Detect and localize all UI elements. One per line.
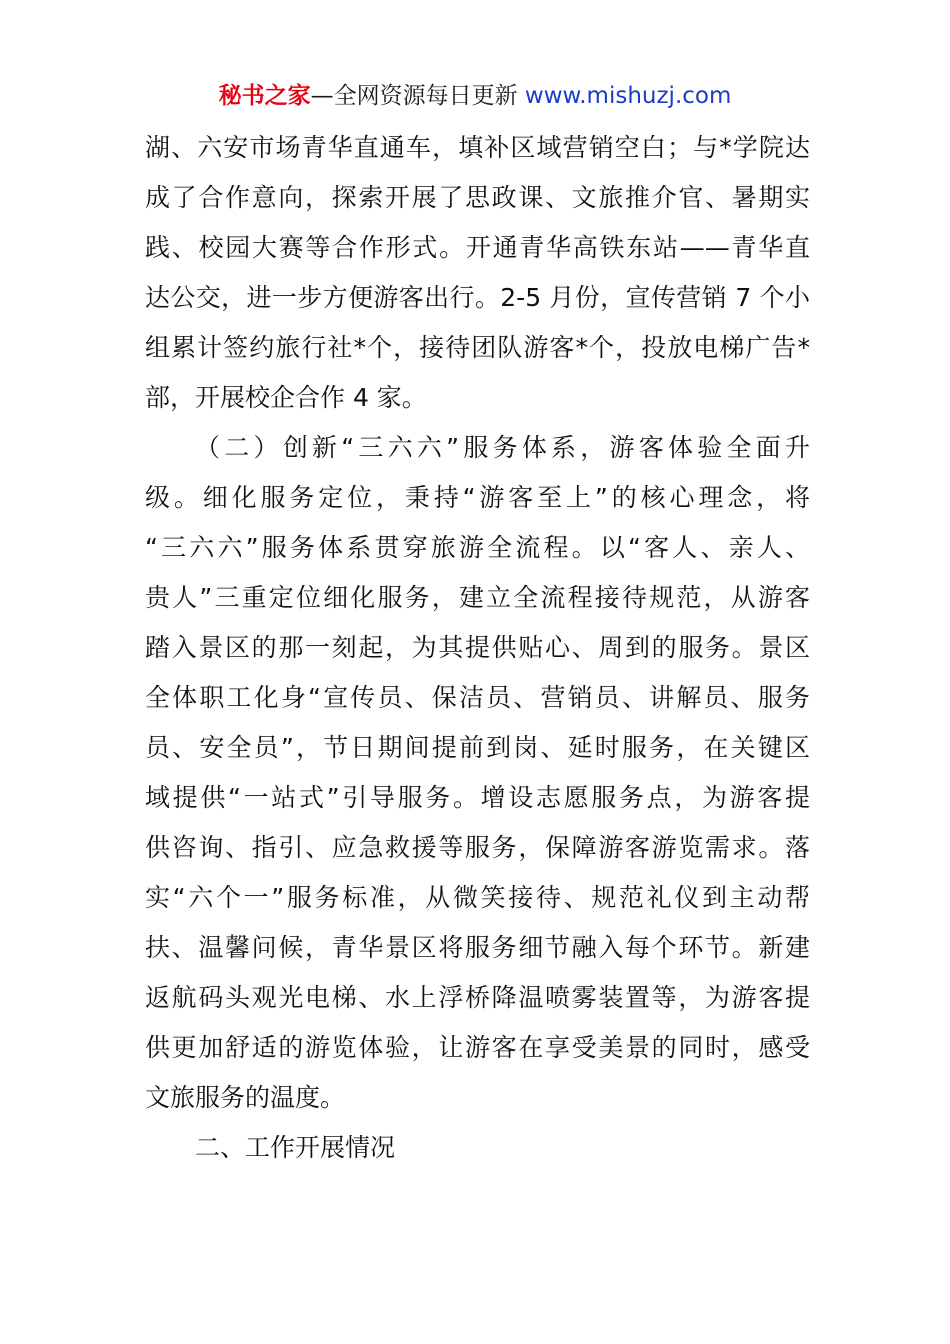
paragraph-line: 组累计签约旅行社*个，接待团队游客*个，投放电梯广告* xyxy=(145,333,810,362)
paragraph-line: 全体职工化身“宣传员、保洁员、营销员、讲解员、服务 xyxy=(145,683,810,712)
paragraph-line: 供更加舒适的游览体验，让游客在享受美景的同时，感受 xyxy=(145,1033,810,1062)
paragraph-line: 成了合作意向，探索开展了思政课、文旅推介官、暑期实 xyxy=(145,183,810,212)
site-url-link[interactable]: www.mishuzj.com xyxy=(524,83,732,109)
paragraph-line: 部，开展校企合作 4 家。 xyxy=(145,383,427,412)
paragraph-line: 供咨询、指引、应急救援等服务，保障游客游览需求。落 xyxy=(145,833,810,862)
brand-name: 秘书之家 xyxy=(218,83,311,109)
section-heading-line: （二）创新“三六六”服务体系，游客体验全面升 xyxy=(195,433,810,462)
paragraph-line: 达公交，进一步方便游客出行。2-5 月份，宣传营销 7 个小 xyxy=(145,283,810,312)
paragraph-line: 文旅服务的温度。 xyxy=(145,1083,346,1112)
paragraph-line: 实“六个一”服务标准，从微笑接待、规范礼仪到主动帮 xyxy=(145,883,810,912)
section-title: 二、工作开展情况 xyxy=(195,1133,396,1162)
paragraph-line: 返航码头观光电梯、水上浮桥降温喷雾装置等，为游客提 xyxy=(145,983,810,1012)
paragraph-line: 贵人”三重定位细化服务，建立全流程接待规范，从游客 xyxy=(145,583,810,612)
paragraph-line: 踏入景区的那一刻起，为其提供贴心、周到的服务。景区 xyxy=(145,633,810,662)
paragraph-line: 湖、六安市场青华直通车，填补区域营销空白；与*学院达 xyxy=(145,133,810,162)
paragraph-line: 级。细化服务定位，秉持“游客至上”的核心理念，将 xyxy=(145,483,810,512)
paragraph-line: “三六六”服务体系贯穿旅游全流程。以“客人、亲人、 xyxy=(145,533,810,562)
site-header xyxy=(0,80,950,112)
header-tagline: —全网资源每日更新 xyxy=(310,83,518,109)
paragraph-line: 员、安全员”，节日期间提前到岗、延时服务，在关键区 xyxy=(145,733,810,762)
document-body xyxy=(145,123,810,1173)
paragraph-line: 域提供“一站式”引导服务。增设志愿服务点，为游客提 xyxy=(145,783,810,812)
paragraph-line: 扶、温馨问候，青华景区将服务细节融入每个环节。新建 xyxy=(145,933,810,962)
paragraph-line: 践、校园大赛等合作形式。开通青华高铁东站——青华直 xyxy=(145,233,810,262)
